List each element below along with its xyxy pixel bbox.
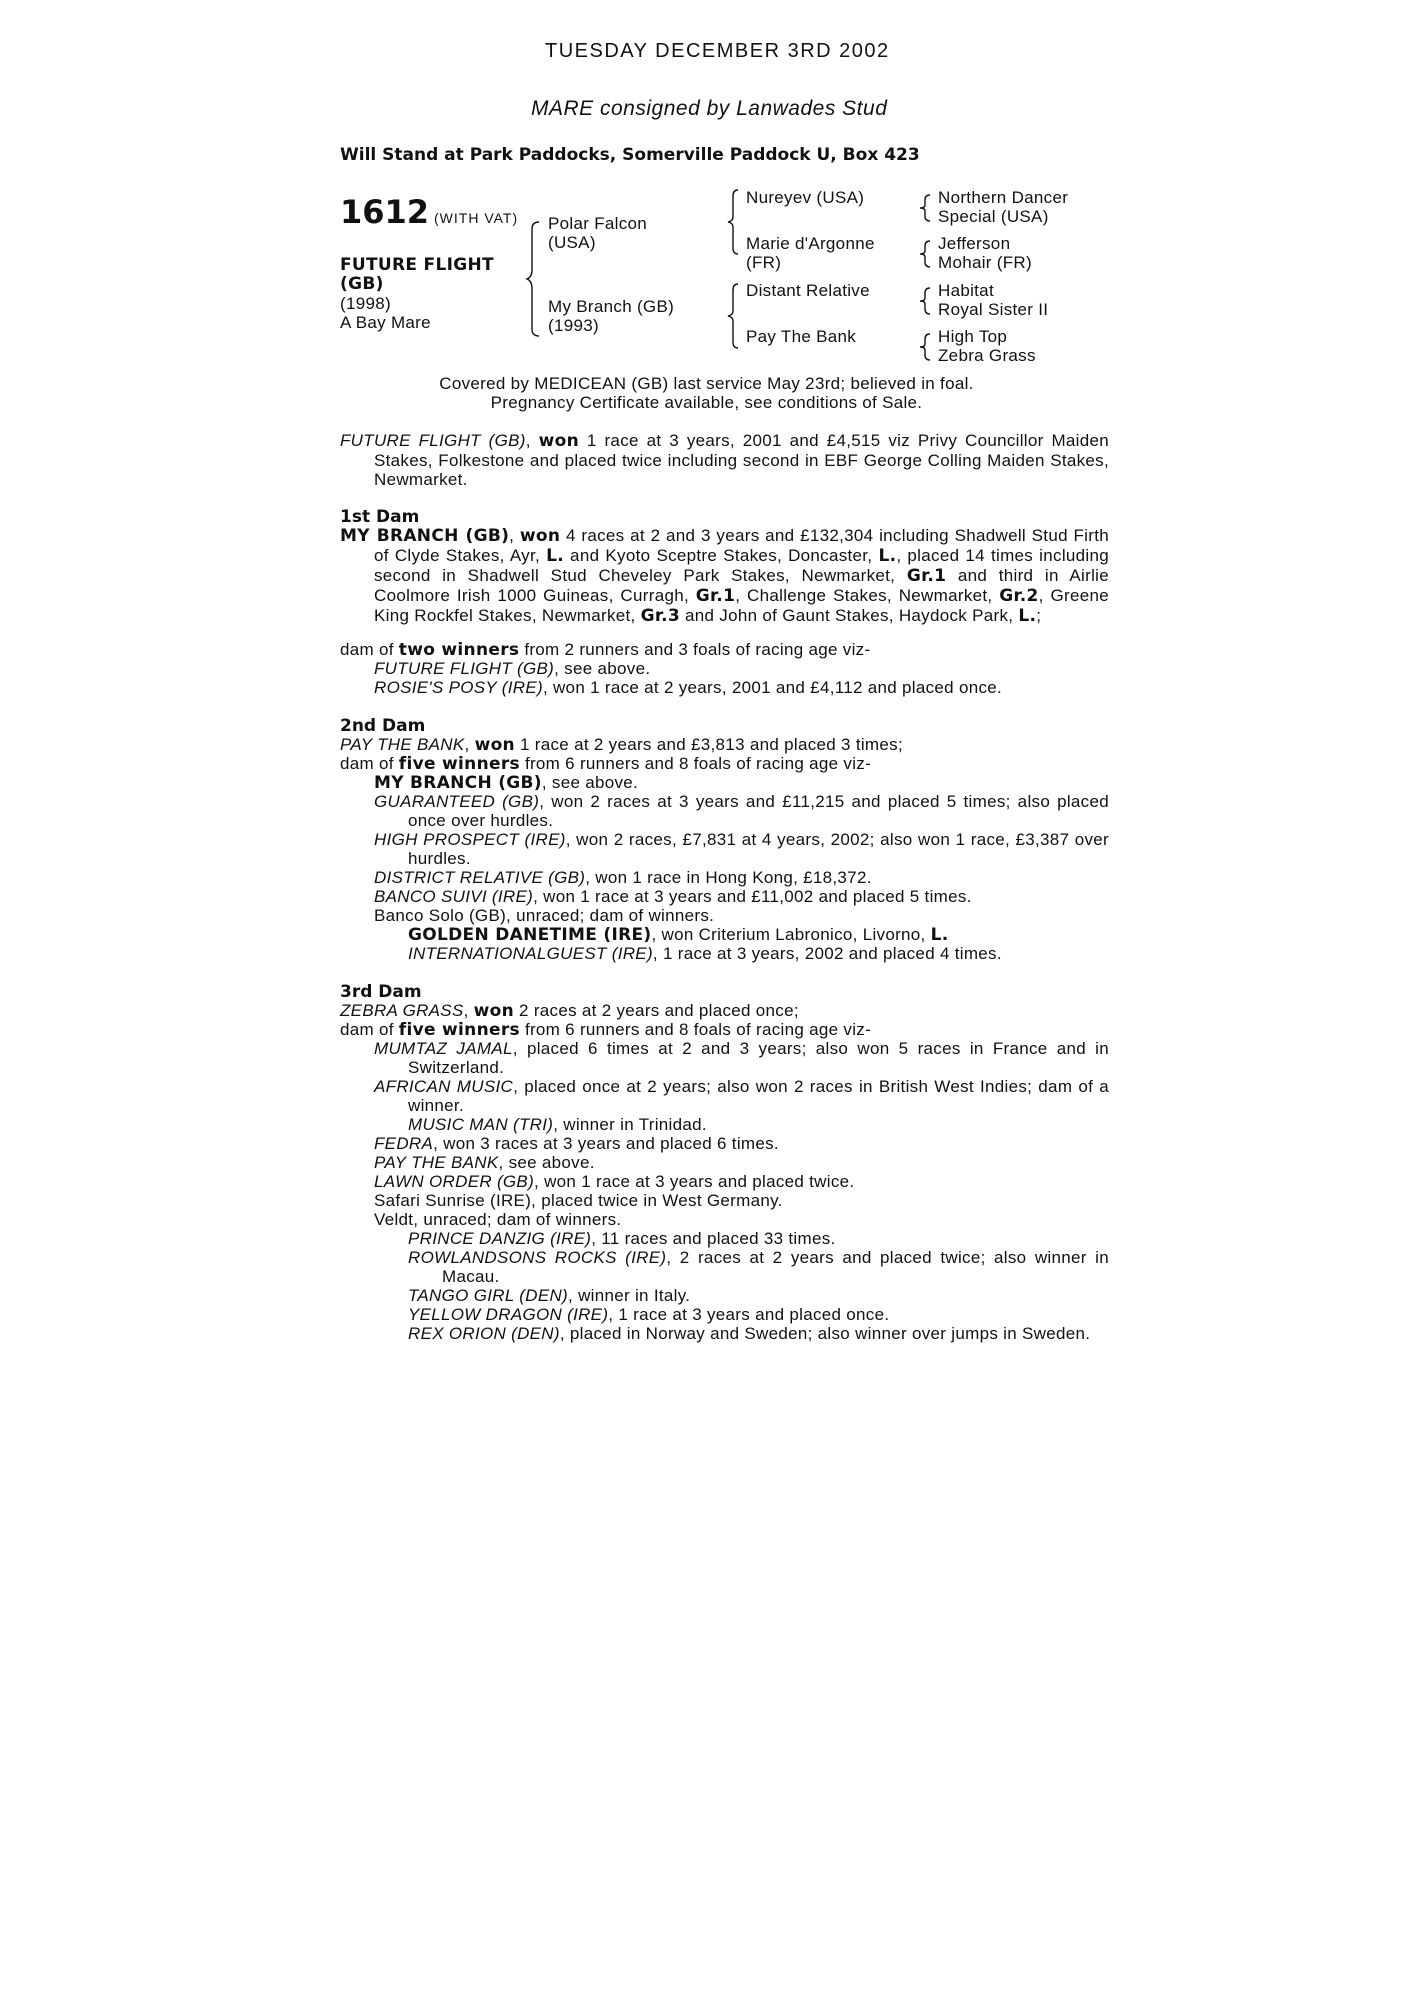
pedigree-bracket-sire [728,188,742,256]
grand-produce-item [408,1305,889,1324]
listed-badge: L. [930,925,949,945]
produce-text: , 1 race at 3 years, 2002 and placed 4 times. [652,944,1002,963]
group-badge: Gr.1 [906,566,947,586]
produce-name: MY BRANCH (GB) [374,773,542,793]
pedigree-sire: Polar Falcon [548,214,648,233]
produce-name: AFRICAN MUSIC [374,1077,514,1096]
pedigree-sire-dam: Marie d'Argonne [746,234,875,253]
produce-name: BANCO SUIVI (IRE) [374,887,534,906]
produce-name: PRINCE DANZIG (IRE) [408,1229,592,1248]
pedigree-sss: Northern Dancer [938,188,1069,207]
produce-name: REX ORION (DEN) [408,1324,560,1343]
produce-text: , see above. [498,1153,595,1172]
produce-text: , 11 races and placed 33 times. [591,1229,836,1248]
grand-produce-item [408,1248,1109,1286]
first-dam-text-3: , placed 14 times including second in Shadwell Stud Cheveley Park Stakes, Newmarket, [374,546,1109,585]
produce-text: , winner in Trinidad. [553,1115,707,1134]
produce-name: MUMTAZ JAMAL [374,1039,513,1058]
second-dam-record: PAY THE BANK, won 1 race at 2 years and £3,813 and placed 3 times; [340,735,903,755]
second-dam-produce-summary [340,754,871,774]
first-dam-text-8: ; [1036,606,1042,625]
listed-badge: L. [878,546,897,566]
group-badge: Gr.3 [640,606,680,626]
produce-name: GOLDEN DANETIME (IRE) [408,925,652,945]
first-dam-text-6: , Greene King Rockfel Stakes, Newmarket, [374,586,1109,625]
group-badge: Gr.1 [695,586,736,606]
produce-item: Banco Solo (GB), unraced; dam of winners. [374,906,715,925]
first-dam-text-1: 4 races at 2 and 3 years and £132,304 including Shadwell Stud Firth of Clyde Stakes, Ayr, [374,526,1110,565]
winners-count: two winners [398,640,520,660]
grand-produce-item [408,944,1002,963]
horse-country: (GB) [340,274,384,294]
runners-text: from 6 runners and 8 foals of racing age viz- [519,1020,872,1039]
dam-of-label: dam of [340,1020,399,1039]
first-dam-name: MY BRANCH (GB) [340,526,510,546]
produce-name: TANGO GIRL (DEN) [408,1286,569,1305]
first-dam-text-2: and Kyoto Sceptre Stakes, Doncaster, [563,546,879,565]
pregnancy-note: Pregnancy Certificate available, see conditions of Sale. [490,393,923,412]
produce-name: MUSIC MAN (TRI) [408,1115,554,1134]
third-dam-won: won [473,1001,515,1021]
dam-of-label: dam of [340,754,399,773]
intro-horse-name: FUTURE FLIGHT (GB) [340,431,526,450]
third-dam-heading: 3rd Dam [340,982,422,1002]
listed-badge: L. [1018,606,1037,626]
produce-text: , placed in Norway and Sweden; also winner over jumps in Sweden. [559,1324,1091,1343]
produce-item: Safari Sunrise (IRE), placed twice in West Germany. [374,1191,783,1210]
produce-name: LAWN ORDER (GB) [374,1172,535,1191]
produce-item [374,830,1109,868]
horse-year: (1998) [340,294,391,313]
produce-text: , winner in Italy. [568,1286,691,1305]
produce-text: , won 2 races, £7,831 at 4 years, 2002; also won 1 race, £3,387 over hurdles. [408,830,1109,868]
horse-description: A Bay Mare [340,313,431,332]
pedigree-dam-sire: Distant Relative [746,281,870,300]
pedigree-dsd: Royal Sister II [938,300,1049,319]
produce-text: , won 1 race at 2 years, 2001 and £4,112 and placed once. [542,678,1003,697]
produce-item [374,678,1002,697]
second-dam-heading: 2nd Dam [340,716,426,736]
produce-name: HIGH PROSPECT (IRE) [374,830,566,849]
produce-text: , won 1 race at 3 years and £11,002 and placed 5 times. [533,887,972,906]
pedigree-ddd: Zebra Grass [938,346,1036,365]
pedigree-dss: Habitat [938,281,994,300]
grand-produce-item [408,1229,836,1248]
produce-item [374,1039,1109,1077]
produce-text: , won 1 race in Hong Kong, £18,372. [585,868,872,887]
produce-text: , 1 race at 3 years and placed once. [608,1305,890,1324]
produce-item [374,773,638,793]
produce-name: GUARANTEED (GB) [374,792,540,811]
listed-badge: L. [546,546,564,566]
pedigree-sire-country: (USA) [548,233,596,252]
grand-produce-item [408,1115,707,1134]
vat-note: (WITH VAT) [434,210,519,226]
first-dam-heading: 1st Dam [340,507,420,527]
pedigree-bracket-sd [920,239,934,269]
pedigree-sdd: Mohair (FR) [938,253,1032,272]
pedigree-ssd: Special (USA) [938,207,1049,226]
pedigree-dds: High Top [938,327,1008,346]
second-dam-text: 1 race at 2 years and £3,813 and placed 3 times; [514,735,903,754]
pedigree-bracket-main [527,220,547,338]
produce-item [374,868,872,887]
pedigree-dam-dam: Pay The Bank [746,327,857,346]
pedigree-bracket-dam [728,282,742,350]
dam-of-label: dam of [340,640,399,659]
produce-name: FEDRA [374,1134,434,1153]
second-dam-name: PAY THE BANK [340,735,465,754]
second-dam-won: won [474,735,515,755]
winners-count: five winners [398,1020,520,1040]
first-dam-text-5: , Challenge Stakes, Newmarket, [735,586,1000,605]
first-dam-produce-summary [340,640,870,660]
pedigree-sds: Jefferson [938,234,1011,253]
produce-item [374,659,650,678]
first-dam-paragraph: MY BRANCH (GB), won 4 races at 2 and 3 years and £132,304 including Shadwell Stud Firth of Clyde Stakes, Ayr, L. and Kyoto Sceptre Stakes, Doncaster, L., placed 14 times including second in Shadwell Stud Cheveley Park Stakes, Newmarket, Gr.1 and third in Airlie Coolmore Irish 1000 Guineas, Curragh, Gr.1, Challenge Stakes, Newmarket, Gr.2, Greene King Rockfel Stakes, Newmarket, Gr.3 and John of Gaunt Stakes, Haydock Park, L.; [340,526,1110,626]
group-badge: Gr.2 [999,586,1039,606]
produce-text: , won 1 race at 3 years and placed twice. [534,1172,855,1191]
third-dam-text: 2 races at 2 years and placed once; [514,1001,799,1020]
produce-text: , see above. [554,659,651,678]
pedigree-sire-dam-country: (FR) [746,253,782,272]
produce-text: , placed once at 2 years; also won 2 races in British West Indies; dam of a winner. [408,1077,1109,1115]
intro-paragraph: FUTURE FLIGHT (GB), won 1 race at 3 years, 2001 and £4,515 viz Privy Councillor Maiden Stakes, Folkestone and placed twice including second in EBF George Colling Maiden Stakes, Newmarket. [340,431,1109,489]
produce-text: , placed 6 times at 2 and 3 years; also won 5 races in France and in Switzerland. [408,1039,1109,1077]
produce-name: YELLOW DRAGON (IRE) [408,1305,609,1324]
produce-text: , 2 races at 2 years and placed twice; also winner in Macau. [442,1248,1109,1286]
intro-won: won [538,431,580,451]
horse-name: FUTURE FLIGHT [340,255,494,275]
third-dam-record: ZEBRA GRASS, won 2 races at 2 years and placed once; [340,1001,799,1021]
produce-name: DISTRICT RELATIVE (GB) [374,868,586,887]
lot-number: 1612 [340,193,430,231]
third-dam-name: ZEBRA GRASS [340,1001,464,1020]
produce-name: ROWLANDSONS ROCKS (IRE) [408,1248,667,1267]
sale-date: TUESDAY DECEMBER 3RD 2002 [545,40,890,62]
pedigree-bracket-dd [920,332,934,362]
first-dam-text-4: and third in Airlie Coolmore Irish 1000 Guineas, Curragh, [374,566,1109,605]
pedigree-sire-sire: Nureyev (USA) [746,188,865,207]
pedigree-bracket-ds [920,286,934,316]
produce-item [374,1153,595,1172]
produce-item [374,792,1109,830]
produce-name: INTERNATIONALGUEST (IRE) [408,944,653,963]
produce-item [374,887,972,906]
pedigree-dam: My Branch (GB) [548,297,675,316]
produce-item [374,1077,1109,1115]
intro-text: 1 race at 3 years, 2001 and £4,515 viz Privy Councillor Maiden Stakes, Folkestone and placed twice including second in EBF George Colling Maiden Stakes, Newmarket. [374,431,1109,489]
produce-text: , see above. [541,773,639,792]
produce-text: , won 3 races at 3 years and placed 6 times. [433,1134,779,1153]
third-dam-produce-summary [340,1020,871,1040]
pedigree-bracket-ss [920,193,934,223]
produce-item [374,1134,779,1153]
winners-count: five winners [398,754,520,774]
first-dam-text-7: and John of Gaunt Stakes, Haydock Park, [680,606,1019,625]
produce-name: FUTURE FLIGHT (GB) [374,659,555,678]
grand-produce-item [408,1324,1109,1343]
grand-produce-item [408,1286,690,1305]
covered-note: Covered by MEDICEAN (GB) last service May 23rd; believed in foal. [439,374,974,393]
consignment-line: MARE consigned by Lanwades Stud [531,97,888,120]
produce-item: Veldt, unraced; dam of winners. [374,1210,622,1229]
runners-text: from 2 runners and 3 foals of racing age viz- [519,640,871,659]
stand-location: Will Stand at Park Paddocks, Somerville Paddock U, Box 423 [340,145,920,165]
pedigree-dam-year: (1993) [548,316,599,335]
produce-text: , won Criterium Labronico, Livorno, [651,925,931,944]
grand-produce-item [408,925,948,945]
first-dam-won: won [519,526,561,546]
produce-name: ROSIE'S POSY (IRE) [374,678,543,697]
produce-item [374,1172,854,1191]
runners-text: from 6 runners and 8 foals of racing age viz- [519,754,872,773]
produce-text: , won 2 races at 3 years and £11,215 and placed 5 times; also placed once over hurdles. [408,792,1109,830]
produce-name: PAY THE BANK [374,1153,499,1172]
